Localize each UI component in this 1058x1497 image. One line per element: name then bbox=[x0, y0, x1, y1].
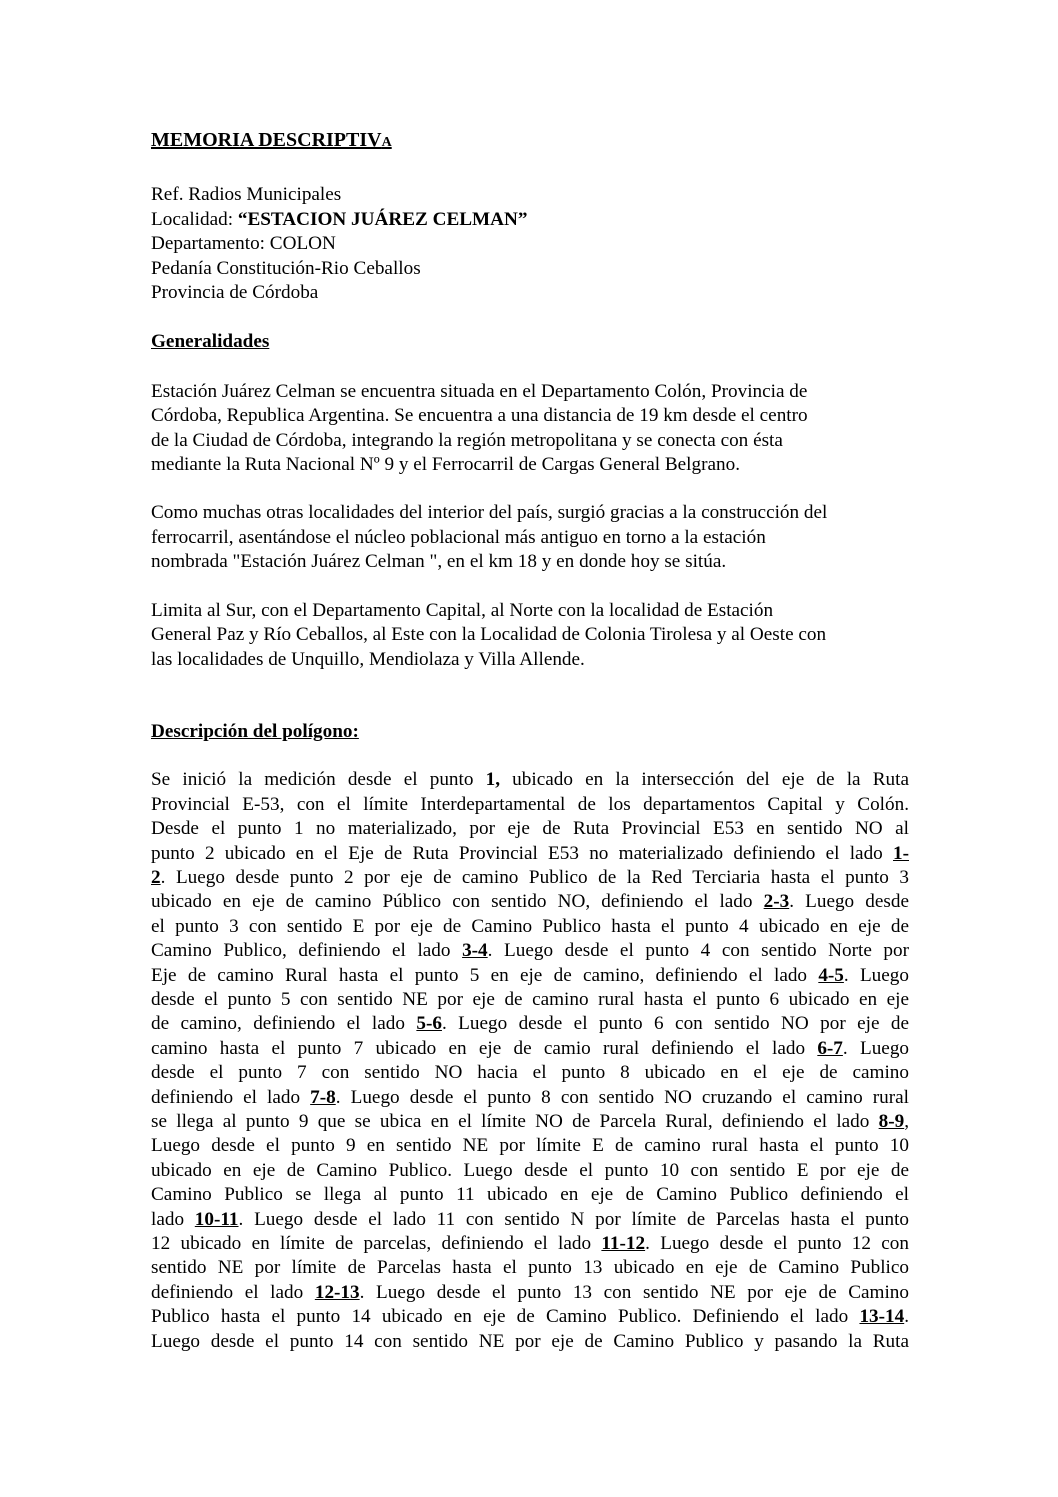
polygon-line bbox=[151, 842, 909, 866]
generalidades-paragraph-2 bbox=[151, 501, 909, 574]
text-segment: . Luego desde el punto 4 con sentido Norte por bbox=[487, 940, 910, 962]
poligono-heading-text: Descripción del polígono bbox=[151, 720, 353, 742]
polygon-line bbox=[151, 939, 909, 963]
text-segment: . bbox=[904, 1306, 909, 1328]
polygon-line bbox=[151, 1256, 909, 1280]
text-segment: . Luego desde el punto 8 con sentido NO cruzando el camino rural bbox=[335, 1086, 909, 1108]
paragraph-line: Limita al Sur, con el Departamento Capital, al Norte con la localidad de Estación bbox=[151, 599, 774, 621]
side-label: 11-12 bbox=[601, 1233, 646, 1255]
side-label: 1- bbox=[893, 842, 909, 864]
side-label: 4-5 bbox=[818, 964, 844, 986]
polygon-line bbox=[151, 890, 909, 914]
text-segment: desde el punto 7 con sentido NO hacia el punto 8 ubicado en el eje de camino bbox=[151, 1062, 909, 1084]
text-segment: Provincial E-53, con el límite Interdepartamental de los departamentos Capital y Colón. bbox=[151, 793, 909, 815]
paragraph-line: mediante la Ruta Nacional Nº 9 y el Ferrocarril de Cargas General Belgrano. bbox=[151, 454, 740, 476]
paragraph-line: las localidades de Unquillo, Mendiolaza y Villa Allende. bbox=[151, 648, 585, 670]
text-segment: Desde el punto 1 no materializado, por eje de Ruta Provincial E53 en sentido NO al bbox=[151, 818, 909, 840]
text-segment: . Luego desde el punto 12 con bbox=[645, 1233, 909, 1255]
text-segment: lado bbox=[151, 1208, 195, 1230]
text-segment: ubicado en la intersección del eje de la Ruta bbox=[500, 769, 909, 791]
text-segment: . Luego desde el lado 11 con sentido N por límite de Parcelas hasta el punto bbox=[238, 1208, 909, 1230]
polygon-line bbox=[151, 1086, 909, 1110]
polygon-line bbox=[151, 1281, 909, 1305]
side-label: 2-3 bbox=[763, 891, 790, 913]
text-segment: se llega al punto 9 que se ubica en el límite NO de Parcela Rural, definiendo el lado bbox=[151, 1111, 879, 1132]
polygon-line bbox=[151, 1330, 909, 1354]
text-segment: definiendo el lado bbox=[151, 1086, 311, 1108]
poligono-heading-colon: : bbox=[352, 720, 359, 742]
reference-block bbox=[151, 183, 909, 305]
paragraph-line: ferrocarril, asentándose el núcleo poblacional más antiguo en torno a la estación bbox=[151, 526, 766, 548]
text-segment: , bbox=[904, 1111, 909, 1132]
text-segment: camino hasta el punto 7 ubicado en eje de camio rural definiendo el lado bbox=[151, 1037, 818, 1059]
text-segment: Eje de camino Rural hasta el punto 5 en eje de camino, definiendo el lado bbox=[151, 964, 819, 986]
generalidades-heading: Generalidades bbox=[151, 331, 270, 353]
pedania-line: Pedanía Constitución-Rio Ceballos bbox=[151, 257, 421, 279]
title-main: MEMORIA DESCRIPTIV bbox=[151, 129, 382, 151]
polygon-line bbox=[151, 1232, 909, 1256]
polygon-line bbox=[151, 915, 909, 939]
paragraph-line: de la Ciudad de Córdoba, integrando la región metropolitana y se conecta con ésta bbox=[151, 429, 783, 451]
text-segment: Se inició la medición desde el punto bbox=[151, 769, 486, 791]
side-label: 6-7 bbox=[817, 1037, 843, 1059]
polygon-line bbox=[151, 1183, 909, 1207]
paragraph-line: Estación Juárez Celman se encuentra situada en el Departamento Colón, Provincia de bbox=[151, 380, 808, 402]
side-label: 2 bbox=[151, 866, 161, 888]
text-segment: Camino Publico se llega al punto 11 ubicado en eje de Camino Publico definiendo el bbox=[151, 1184, 909, 1206]
poligono-description bbox=[151, 768, 909, 1354]
side-label: 13-14 bbox=[859, 1306, 905, 1328]
ref-line: Ref. Radios Municipales bbox=[151, 184, 342, 206]
polygon-line bbox=[151, 1061, 909, 1085]
text-segment: definiendo el lado bbox=[151, 1281, 315, 1303]
side-label: 8-9 bbox=[878, 1111, 905, 1132]
localidad-line bbox=[151, 208, 909, 232]
document-page bbox=[151, 128, 909, 1354]
text-segment: Publico hasta el punto 14 ubicado en eje de Camino Publico. Definiendo el lado bbox=[151, 1306, 860, 1328]
localidad-label: Localidad: bbox=[151, 208, 238, 230]
polygon-line bbox=[151, 793, 909, 817]
side-label: 10-11 bbox=[194, 1208, 239, 1230]
polygon-line bbox=[151, 866, 909, 890]
text-segment: el punto 3 con sentido E por eje de Camino Publico hasta el punto 4 ubicado en eje de bbox=[151, 915, 909, 937]
paragraph-line: nombrada "Estación Juárez Celman ", en el km 18 y en donde hoy se sitúa. bbox=[151, 551, 727, 573]
polygon-line bbox=[151, 817, 909, 841]
polygon-line bbox=[151, 964, 909, 988]
text-segment: . Luego bbox=[842, 1037, 910, 1059]
polygon-line bbox=[151, 1305, 909, 1329]
document-title bbox=[151, 128, 909, 155]
text-segment: . Luego desde bbox=[789, 891, 909, 913]
polygon-line bbox=[151, 1012, 909, 1036]
provincia-line: Provincia de Córdoba bbox=[151, 282, 319, 304]
text-segment: . Luego desde el punto 13 con sentido NE por eje de Camino bbox=[359, 1281, 909, 1303]
side-label: 12-13 bbox=[314, 1281, 360, 1303]
poligono-heading bbox=[151, 720, 909, 744]
point-label: 1, bbox=[485, 769, 500, 791]
text-segment: desde el punto 5 con sentido NE por eje de camino rural hasta el punto 6 ubicado en eje bbox=[151, 988, 909, 1010]
title-tail: A bbox=[381, 135, 392, 150]
text-segment: Camino Publico, definiendo el lado bbox=[151, 940, 463, 962]
departamento-line: Departamento: COLON bbox=[151, 233, 336, 255]
side-label: 5-6 bbox=[416, 1013, 442, 1035]
text-segment: . Luego bbox=[843, 964, 909, 986]
polygon-line bbox=[151, 768, 909, 792]
side-label: 7-8 bbox=[310, 1086, 336, 1108]
generalidades-paragraph-1 bbox=[151, 380, 909, 478]
polygon-line bbox=[151, 988, 909, 1012]
paragraph-line: Como muchas otras localidades del interior del país, surgió gracias a la construcción del bbox=[151, 502, 828, 524]
polygon-line bbox=[151, 1037, 909, 1061]
text-segment: ubicado en eje de Camino Publico. Luego desde el punto 10 con sentido E por eje de bbox=[151, 1159, 909, 1181]
paragraph-line: Córdoba, Republica Argentina. Se encuentra a una distancia de 19 km desde el centro bbox=[151, 405, 808, 427]
text-segment: sentido NE por límite de Parcelas hasta el punto 13 ubicado en eje de Camino Publico bbox=[151, 1257, 909, 1279]
text-segment: Luego desde el punto 9 en sentido NE por límite E de camino rural hasta el punto 10 bbox=[151, 1135, 909, 1157]
text-segment: . Luego desde el punto 6 con sentido NO por eje de bbox=[441, 1013, 909, 1035]
paragraph-line: General Paz y Río Ceballos, al Este con la Localidad de Colonia Tirolesa y al Oeste con bbox=[151, 624, 827, 646]
text-segment: ubicado en eje de camino Público con sentido NO, definiendo el lado bbox=[151, 891, 764, 913]
text-segment: punto 2 ubicado en el Eje de Ruta Provincial E53 no materializado definiendo el lado bbox=[151, 842, 894, 864]
polygon-line bbox=[151, 1208, 909, 1232]
polygon-line bbox=[151, 1110, 909, 1134]
side-label: 3-4 bbox=[462, 940, 488, 962]
text-segment: de camino, definiendo el lado bbox=[151, 1013, 417, 1035]
text-segment: Luego desde el punto 14 con sentido NE por eje de Camino Publico y pasando la Ruta bbox=[151, 1330, 909, 1352]
generalidades-paragraph-3 bbox=[151, 599, 909, 672]
text-segment: 12 ubicado en límite de parcelas, definiendo el lado bbox=[151, 1233, 602, 1255]
polygon-line bbox=[151, 1134, 909, 1158]
text-segment: . Luego desde punto 2 por eje de camino Publico de la Red Terciaria hasta el punto 3 bbox=[160, 866, 909, 888]
localidad-value: “ESTACION JUÁREZ CELMAN” bbox=[237, 208, 528, 230]
polygon-line bbox=[151, 1159, 909, 1183]
